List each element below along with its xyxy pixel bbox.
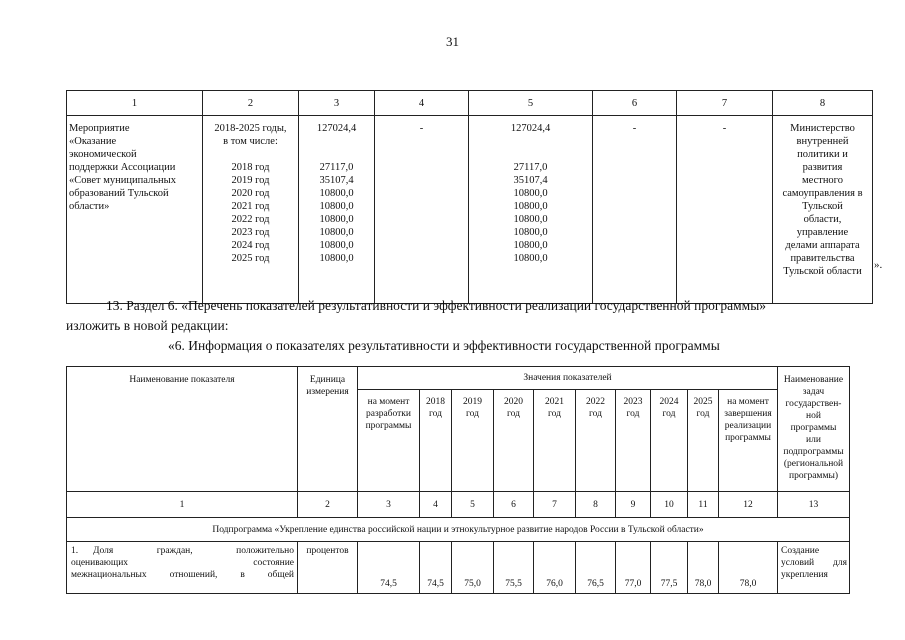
page-number: 31	[446, 34, 459, 49]
year-label: 2018 год	[231, 162, 270, 173]
value-cell: 74,5	[420, 542, 452, 594]
column-number: 10	[651, 492, 688, 518]
indicator-number: 1.	[71, 546, 79, 556]
year-word: год	[696, 409, 710, 419]
indicators-table	[66, 366, 850, 594]
col7-cell	[677, 116, 773, 304]
table1-data-row	[67, 116, 873, 304]
column-number: 1	[67, 492, 298, 518]
year-label: 2023 год	[231, 227, 270, 238]
executor-line: политики и	[797, 149, 848, 160]
column-number: 8	[576, 492, 616, 518]
dev-moment-line: на момент	[367, 397, 410, 407]
col3-total: 127024,4	[316, 123, 357, 134]
executor-line: Тульской области	[783, 266, 862, 277]
year-number: 2018	[426, 397, 445, 407]
year-word: год	[548, 409, 561, 419]
column-number: 13	[778, 492, 850, 518]
end-moment-line: реализации	[724, 421, 772, 431]
value-cell: 77,5	[651, 542, 688, 594]
col5-value: 10800,0	[513, 253, 548, 264]
year-number: 2021	[545, 397, 564, 407]
year-label: 2025 год	[231, 253, 270, 264]
task-line: условий для	[781, 558, 847, 568]
task-header-line: ной	[806, 411, 821, 421]
table1-header-cell: 7	[677, 91, 773, 116]
measure-name-line: образований Тульской	[69, 188, 169, 199]
table1-header-cell: 8	[773, 91, 873, 116]
executor-line: внутренней	[796, 136, 849, 147]
unit-cell: процентов	[298, 542, 358, 594]
table1-header-cell: 6	[593, 91, 677, 116]
column-number: 6	[494, 492, 534, 518]
col6-dash: -	[632, 123, 637, 134]
task-line: укрепления	[781, 570, 828, 580]
table1-header-row	[67, 91, 873, 116]
year-word: год	[429, 409, 442, 419]
executor-cell	[773, 116, 873, 304]
year-number: 2019	[463, 397, 482, 407]
year-word: год	[662, 409, 676, 419]
task-header-line: (региональной	[783, 459, 844, 469]
col5-total: 127024,4	[510, 123, 551, 134]
value-cell: 77,0	[616, 542, 651, 594]
year-label: 2021 год	[231, 201, 270, 212]
col3-value: 10800,0	[319, 214, 354, 225]
year-word: год	[626, 409, 640, 419]
indicator-row	[67, 542, 850, 594]
executor-line: Министерство	[790, 123, 855, 134]
indicator-name-line: межнациональных отношений, в общей	[71, 570, 294, 580]
column-number: 4	[420, 492, 452, 518]
task-header-line: государствен-	[785, 399, 842, 409]
year-label: 2024 год	[231, 240, 270, 251]
col5-value: 10800,0	[513, 214, 548, 225]
indicator-first-line	[71, 545, 294, 557]
executor-line: управление	[796, 227, 849, 238]
value-cell: 78,0	[719, 542, 778, 594]
column-number: 5	[452, 492, 494, 518]
year-label: 2022 год	[231, 214, 270, 225]
col3-value: 10800,0	[319, 227, 354, 238]
task-header-line: задач	[802, 387, 825, 397]
col5-cell	[469, 116, 593, 304]
task-header-line: или	[806, 435, 821, 445]
year-label: 2019 год	[231, 175, 270, 186]
task-header-line: программы	[790, 423, 837, 433]
year-number: 2025	[693, 397, 713, 407]
col5-value: 27117,0	[513, 162, 548, 173]
col3-value: 27117,0	[319, 162, 354, 173]
task-header-line: подпрограммы	[783, 447, 844, 457]
end-moment-line: на момент	[727, 397, 769, 407]
unit-header-line: измерения	[306, 387, 349, 397]
year-header	[616, 390, 651, 492]
value-cell: 75,5	[494, 542, 534, 594]
measure-name-line: «Совет муниципальных	[69, 175, 176, 186]
year-word: год	[466, 409, 479, 419]
col3-value: 10800,0	[319, 201, 354, 212]
column-number: 11	[688, 492, 719, 518]
col5-value: 10800,0	[513, 240, 548, 251]
measure-name-line: поддержки Ассоциации	[69, 162, 176, 173]
executor-line: развития	[802, 162, 843, 173]
year-header	[452, 390, 494, 492]
col4-cell	[375, 116, 469, 304]
table1-header-cell: 4	[375, 91, 469, 116]
column-number: 7	[534, 492, 576, 518]
task-header-line: Наименование	[783, 375, 844, 385]
end-moment-line: завершения	[724, 409, 772, 419]
col3-value: 10800,0	[319, 188, 354, 199]
column-number: 12	[719, 492, 778, 518]
value-cell: 76,5	[576, 542, 616, 594]
executor-line: местного	[802, 175, 843, 186]
value-cell: 75,0	[452, 542, 494, 594]
year-header	[651, 390, 688, 492]
subprogram-row	[67, 518, 850, 542]
values-header: Значения показателей	[358, 367, 778, 390]
unit-header-line: Единица	[309, 375, 346, 385]
column-number: 9	[616, 492, 651, 518]
year-number: 2024	[659, 397, 679, 407]
unit-header	[298, 367, 358, 492]
table2-header-row	[67, 367, 850, 390]
indicator-name-header: Наименование показателя	[67, 367, 298, 492]
executor-line: области,	[803, 214, 842, 225]
measure-name-line: области»	[69, 201, 110, 212]
col3-cell	[299, 116, 375, 304]
task-header	[778, 367, 850, 492]
year-number: 2023	[623, 397, 643, 407]
year-header	[494, 390, 534, 492]
col3-value: 10800,0	[319, 240, 354, 251]
measure-name-line: «Оказание	[69, 136, 117, 147]
column-number: 2	[298, 492, 358, 518]
section-paragraph: 13. Раздел 6. «Перечень показателей результативности и эффективности реализации государственной программы»	[106, 298, 767, 313]
dev-moment-line: разработки	[366, 409, 411, 419]
value-cell: 74,5	[358, 542, 420, 594]
year-word: год	[589, 409, 602, 419]
col5-value: 10800,0	[513, 227, 548, 238]
col6-cell	[593, 116, 677, 304]
year-number: 2020	[504, 397, 523, 407]
table1-header-cell: 1	[67, 91, 203, 116]
task-header-line: программы)	[788, 471, 839, 481]
period-head-line: в том числе:	[223, 136, 278, 147]
dev-moment-line: программы	[365, 421, 412, 431]
year-header	[534, 390, 576, 492]
year-header	[576, 390, 616, 492]
executor-line: Тульской	[802, 201, 843, 212]
indicator-name-cell	[67, 542, 298, 594]
dev-moment-header	[358, 390, 420, 492]
year-number: 2022	[586, 397, 605, 407]
year-label: 2020 год	[231, 188, 270, 199]
funding-table	[66, 90, 873, 304]
col3-value: 35107,4	[319, 175, 354, 186]
col7-dash: -	[722, 123, 727, 134]
value-cell: 76,0	[534, 542, 576, 594]
measure-name-line: экономической	[69, 149, 137, 160]
period-head-line: 2018-2025 годы,	[214, 123, 287, 134]
end-moment-header	[719, 390, 778, 492]
executor-line: делами аппарата	[785, 240, 860, 251]
year-header	[688, 390, 719, 492]
subprogram-title: Подпрограмма «Укрепление единства российской нации и этнокультурное развитие народов России в Тульской области»	[67, 518, 850, 542]
section-heading: «6. Информация о показателях результативности и эффективности государственной программы	[168, 338, 720, 353]
measure-name-line: Мероприятие	[69, 123, 130, 134]
closing-quote-mark: ».	[874, 259, 883, 271]
value-cell: 78,0	[688, 542, 719, 594]
period-cell	[203, 116, 299, 304]
executor-line: правительства	[790, 253, 855, 264]
end-moment-line: программы	[725, 433, 771, 443]
table1-header-cell: 3	[299, 91, 375, 116]
col5-value: 10800,0	[513, 188, 548, 199]
year-word: год	[507, 409, 520, 419]
year-header	[420, 390, 452, 492]
col5-value: 35107,4	[513, 175, 548, 186]
col3-value: 10800,0	[319, 253, 354, 264]
indicator-name-line: Доля граждан, положительно	[93, 546, 294, 556]
table1-header-cell: 5	[469, 91, 593, 116]
task-line: Создание	[781, 546, 820, 556]
task-cell	[778, 542, 850, 594]
col5-value: 10800,0	[513, 201, 548, 212]
table1-header-cell: 2	[203, 91, 299, 116]
section-paragraph-continued: изложить в новой редакции:	[66, 318, 229, 333]
col4-dash: -	[419, 123, 424, 134]
column-number: 3	[358, 492, 420, 518]
executor-line: самоуправления в	[782, 188, 863, 199]
column-number-row	[67, 492, 850, 518]
measure-name-cell	[67, 116, 203, 304]
indicator-name-line: оценивающих состояние	[71, 558, 294, 568]
